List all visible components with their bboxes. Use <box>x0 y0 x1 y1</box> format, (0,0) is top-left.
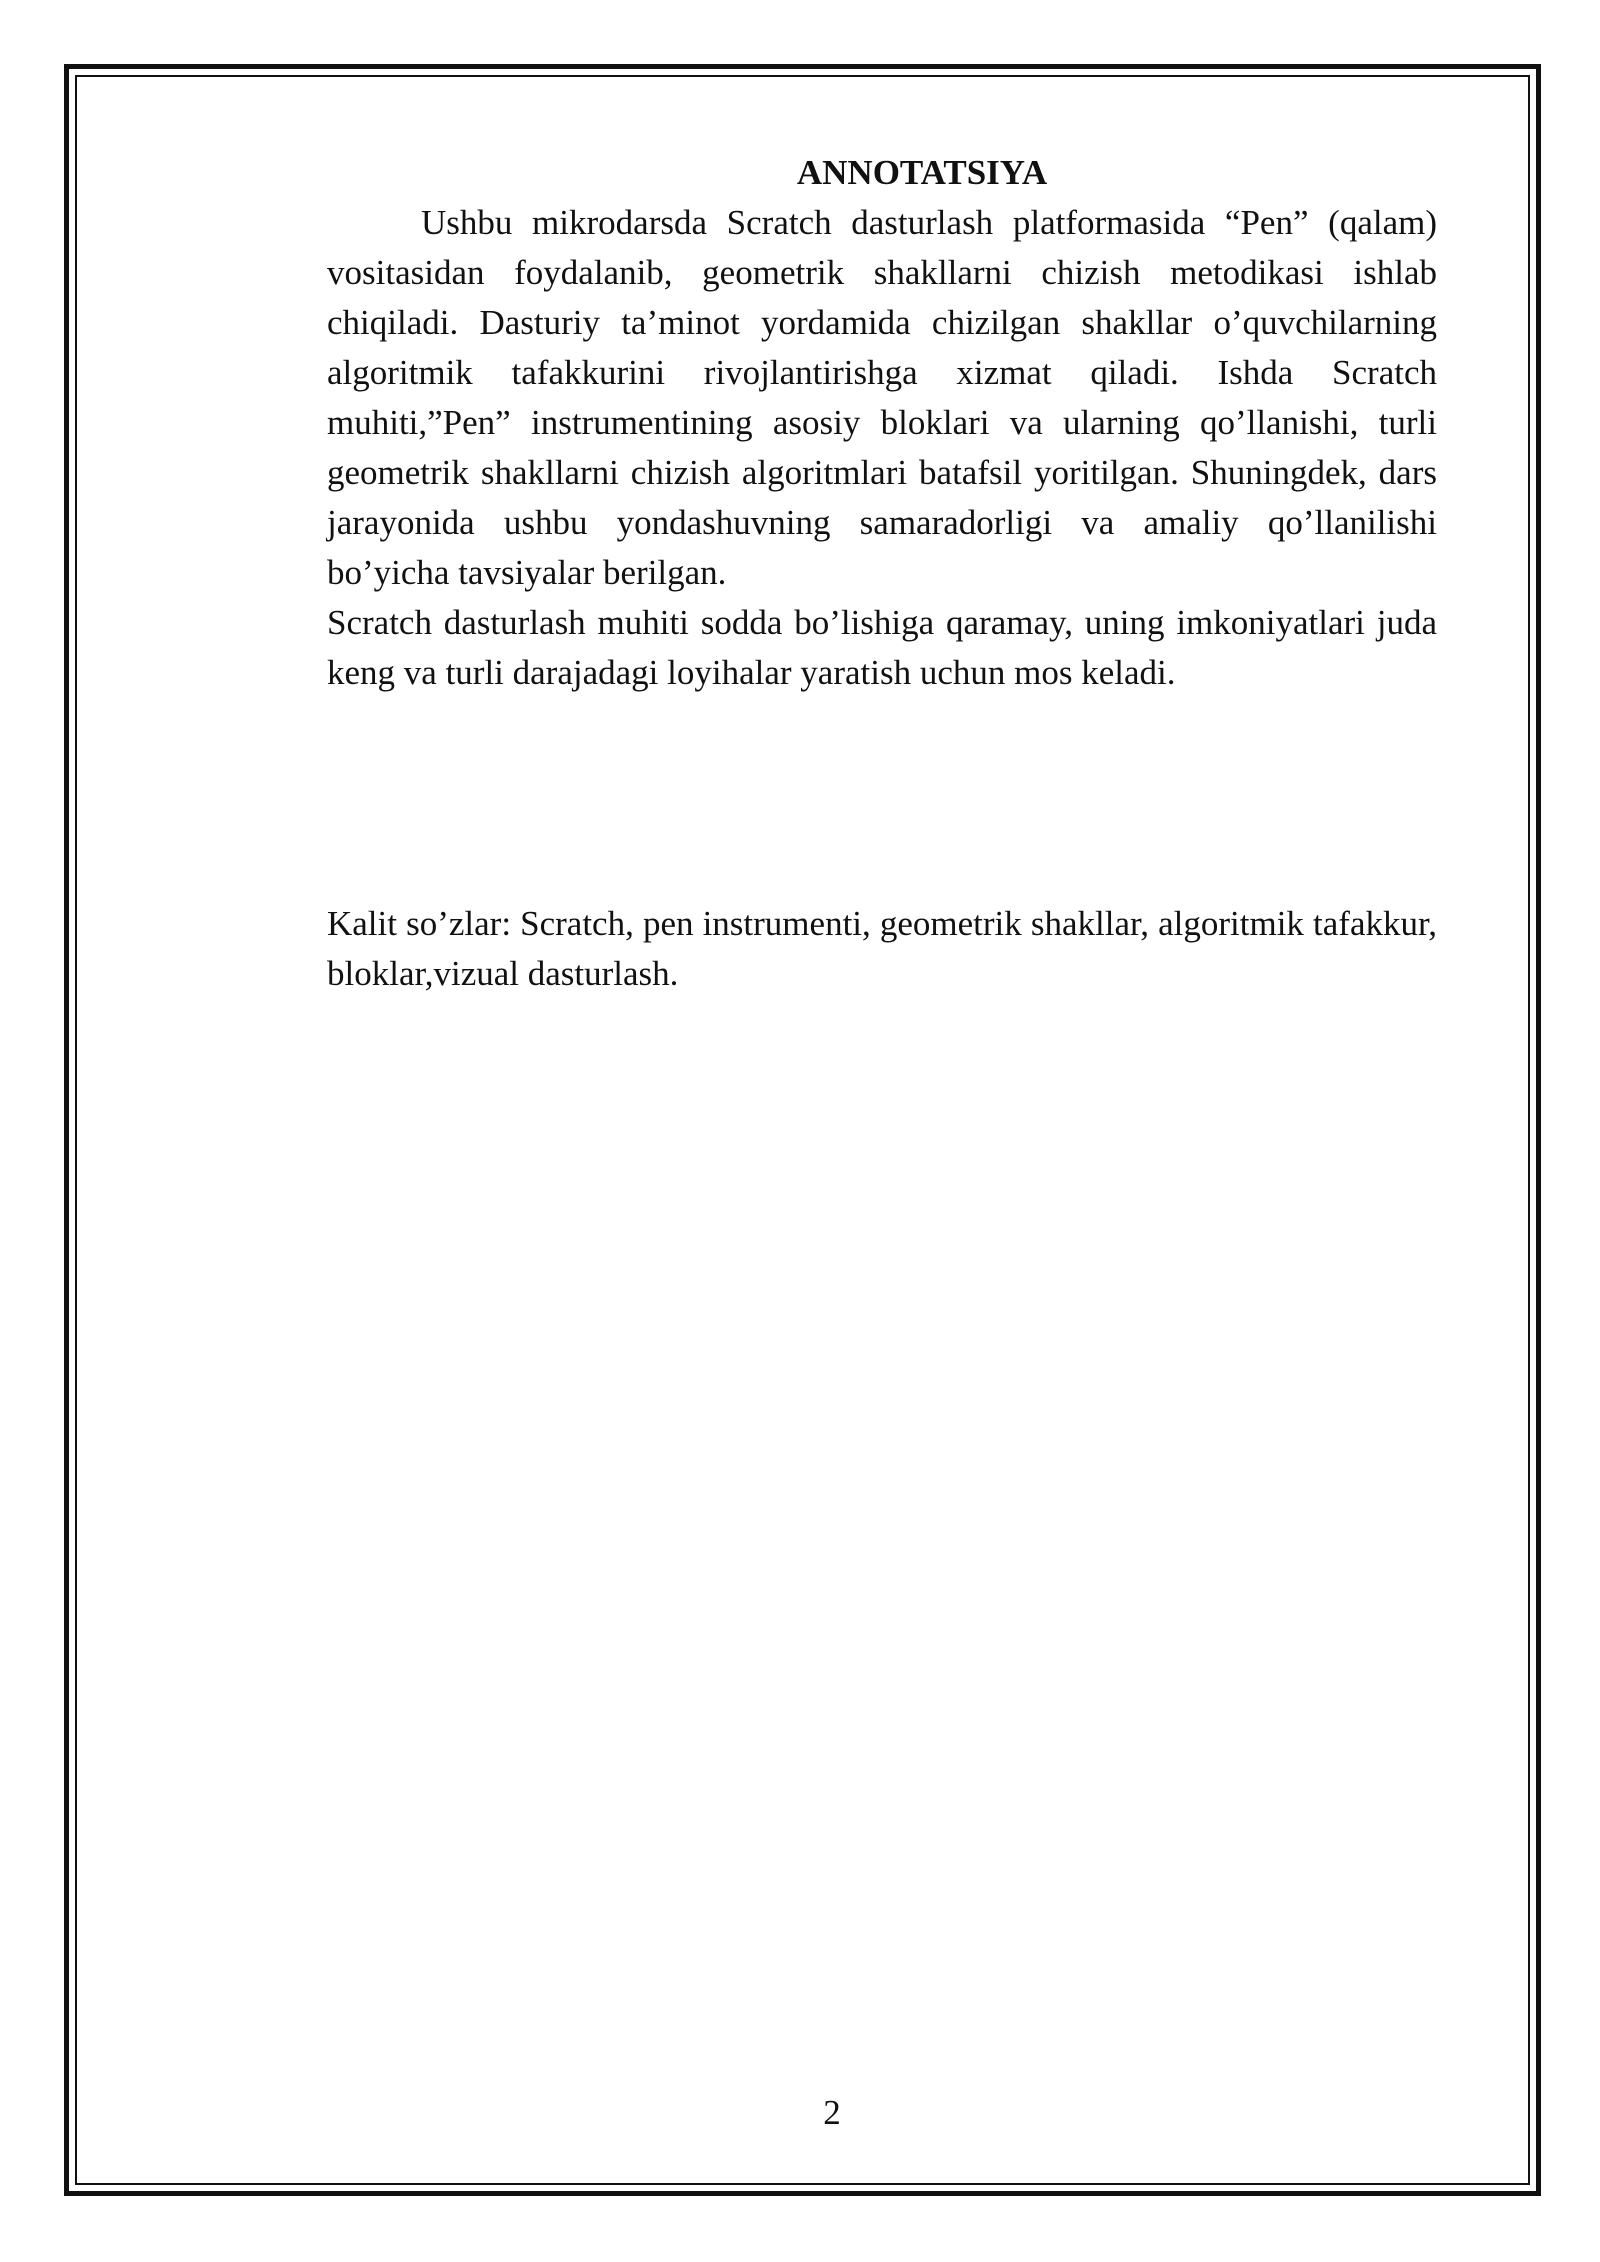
annotation-paragraph-1: Ushbu mikrodarsda Scratch dasturlash platformasida “Pen” (qalam) vositasidan foydalanib, geometrik shakllarni chizish metodikasi ishlab chiqiladi. Dasturiy ta’minot yordamida chizilgan shakllar o’quvchilarning algoritmik tafakkurini rivojlantirishga xizmat qiladi. Ishda Scratch muhiti,”Pen” instrumentining asosiy bloklari va ularning qo’llanishi, turli geometrik shakllarni chizish algoritmlari batafsil yoritilgan. Shuningdek, dars jarayonida ushbu yondashuvning samaradorligi va amaliy qo’llanilishi bo’yicha tavsiyalar berilgan. <box>327 203 1437 592</box>
page-number: 2 <box>823 2093 841 2132</box>
annotation-paragraph-2: Scratch dasturlash muhiti sodda bo’lishiga qaramay, uning imkoniyatlari juda keng va turli darajadagi loyihalar yaratish uchun mos keladi. <box>327 603 1437 692</box>
annotation-section <box>327 148 1437 698</box>
keywords-paragraph: Kalit so’zlar: Scratch, pen instrumenti, geometrik shakllar, algoritmik tafakkur, bloklar,vizual dasturlash. <box>327 904 1437 993</box>
annotation-title: ANNOTATSIYA <box>796 153 1048 192</box>
